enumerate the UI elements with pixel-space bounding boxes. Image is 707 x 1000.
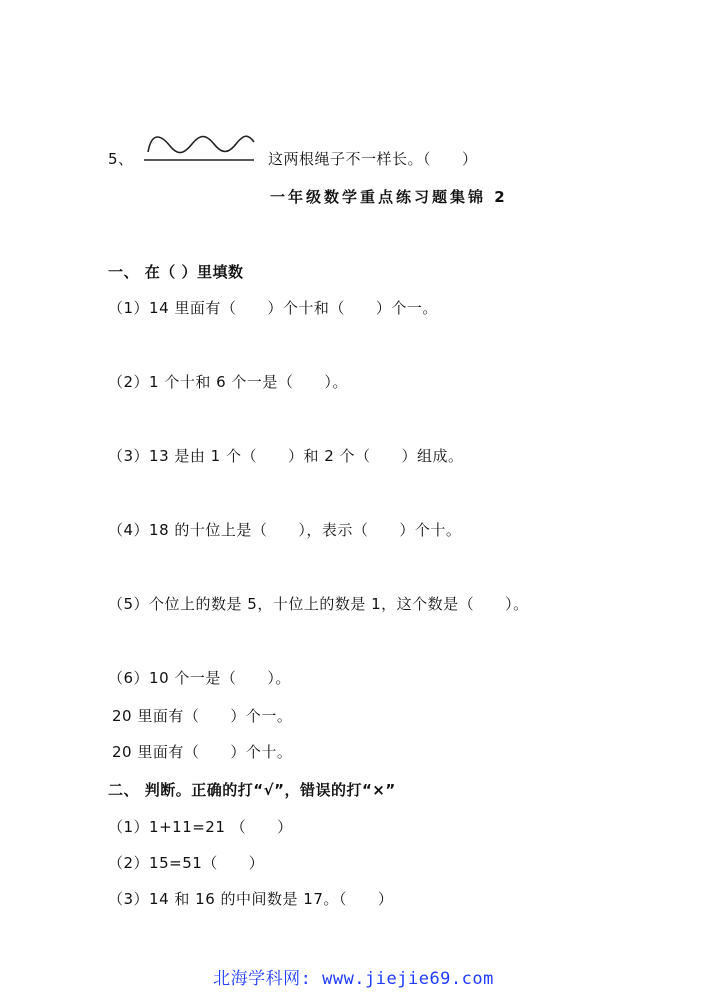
section-2-item-2: （2）15=51（ ） — [108, 854, 265, 872]
section-1-item-4: （4）18 的十位上是（ ），表示（ ）个十。 — [108, 521, 462, 539]
section-1-item-2: （2）1 个十和 6 个一是（ ）。 — [108, 373, 348, 391]
section-1-heading: 一、 在（ ）里填数 — [108, 263, 244, 281]
page-title: 一年级数学重点练习题集锦 2 — [270, 188, 508, 206]
section-1-item-8: 20 里面有（ ）个十。 — [112, 743, 293, 761]
section-1-item-1: （1）14 里面有（ ）个十和（ ）个一。 — [108, 299, 438, 317]
section-1-item-3: （3）13 是由 1 个（ ）和 2 个（ ）组成。 — [108, 447, 464, 465]
section-1-item-7: 20 里面有（ ）个一。 — [112, 707, 293, 725]
section-2-heading: 二、 判断。正确的打“√”，错误的打“×” — [108, 781, 396, 799]
wavy-rope — [148, 136, 254, 152]
section-2-item-3: （3）14 和 16 的中间数是 17。（ ） — [108, 890, 394, 908]
section-1-item-6: （6）10 个一是（ ）。 — [108, 669, 291, 687]
ropes-illustration — [140, 132, 260, 164]
section-2-item-1: （1）1+11=21 （ ） — [108, 818, 293, 836]
prev-question-number: 5、 — [108, 150, 134, 168]
prev-question-text: 这两根绳子不一样长。（ ） — [268, 150, 478, 168]
section-1-item-5: （5）个位上的数是 5，十位上的数是 1，这个数是（ ）。 — [108, 595, 529, 613]
footer-site-link[interactable]: 北海学科网: www.jiejie69.com — [213, 969, 494, 989]
